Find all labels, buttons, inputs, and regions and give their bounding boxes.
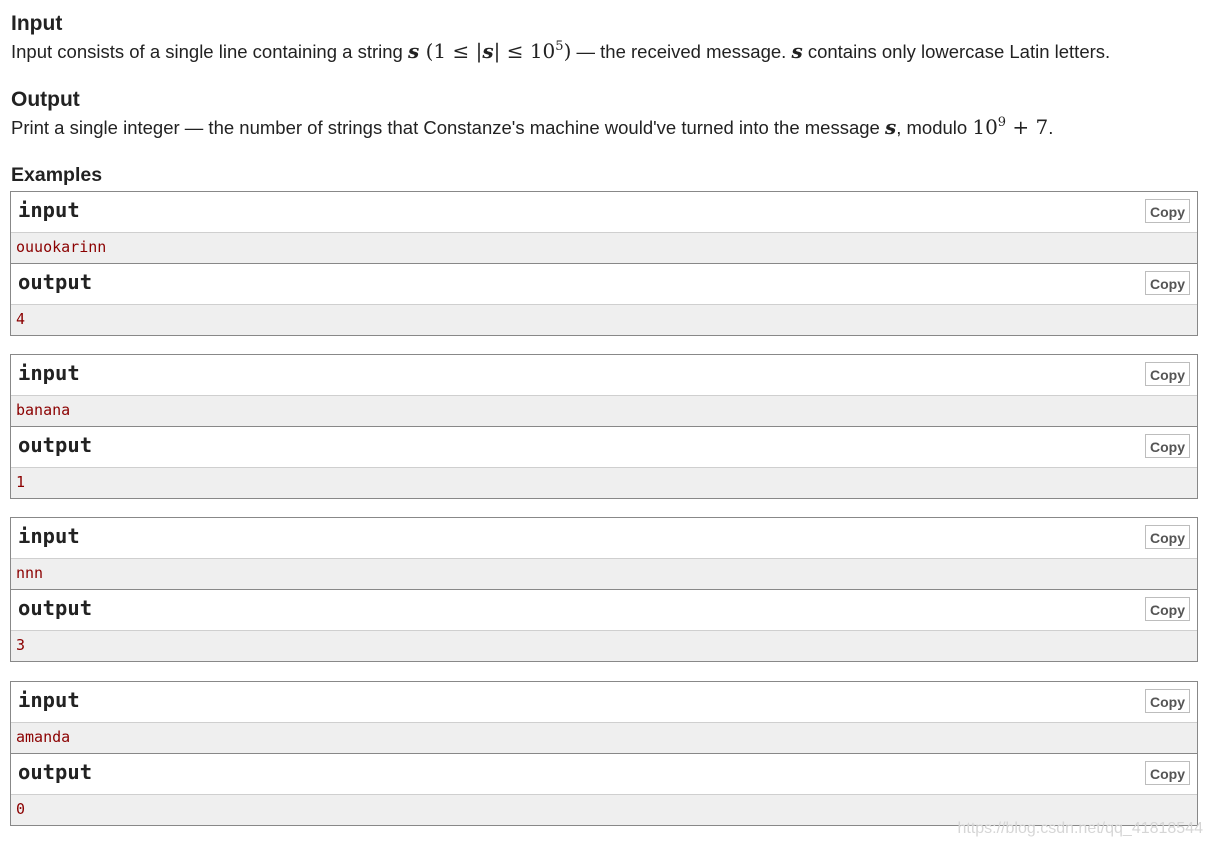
example-input-value: nnn bbox=[16, 564, 44, 582]
example-input-block bbox=[11, 682, 1197, 754]
example-output-body bbox=[11, 631, 1197, 661]
watermark: https://blog.csdn.net/qq_41818544 bbox=[957, 820, 1203, 837]
example-input-label: input bbox=[18, 524, 80, 548]
output-text-after: . bbox=[1048, 117, 1054, 138]
example-input-label: input bbox=[18, 361, 80, 385]
example-input-label: input bbox=[18, 198, 80, 222]
example-input-value: banana bbox=[16, 401, 71, 419]
example-input-block bbox=[11, 192, 1197, 264]
example-output-value: 3 bbox=[16, 636, 26, 654]
example-input-body bbox=[11, 396, 1197, 427]
examples-title: Examples bbox=[11, 164, 103, 186]
input-math-s: s $(1 \le |s| \le 10^5)$ bbox=[407, 39, 572, 63]
example-input-header bbox=[11, 518, 1197, 559]
example-output-value: 1 bbox=[16, 473, 26, 491]
copy-input-button[interactable]: Copy bbox=[1145, 689, 1190, 713]
input-description bbox=[11, 41, 1110, 62]
output-description bbox=[11, 117, 1053, 138]
copy-input-button[interactable]: Copy bbox=[1145, 362, 1190, 386]
example-input-value: ouuokarinn bbox=[16, 238, 107, 256]
example-output-block bbox=[11, 754, 1197, 825]
example-output-header bbox=[11, 264, 1197, 305]
example-output-block bbox=[11, 264, 1197, 335]
copy-output-button[interactable]: Copy bbox=[1145, 434, 1190, 458]
input-text-mid: — the received message. bbox=[571, 41, 792, 62]
example-input-body bbox=[11, 559, 1197, 590]
output-text-mid: , modulo bbox=[896, 117, 973, 138]
input-section-title: Input bbox=[11, 12, 63, 35]
output-text-before: Print a single integer — the number of strings that Constanze's machine would've turned into the message bbox=[11, 117, 885, 138]
example-output-header bbox=[11, 754, 1197, 795]
example-box bbox=[10, 681, 1198, 826]
example-input-header bbox=[11, 682, 1197, 723]
example-input-header bbox=[11, 355, 1197, 396]
example-output-body bbox=[11, 468, 1197, 498]
example-output-label: output bbox=[18, 433, 93, 457]
example-output-label: output bbox=[18, 596, 93, 620]
example-output-body bbox=[11, 305, 1197, 335]
copy-input-button[interactable]: Copy bbox=[1145, 525, 1190, 549]
copy-output-button[interactable]: Copy bbox=[1145, 761, 1190, 785]
example-output-value: 4 bbox=[16, 310, 26, 328]
output-math-s: s bbox=[884, 115, 897, 139]
example-output-header bbox=[11, 427, 1197, 468]
example-output-block bbox=[11, 427, 1197, 498]
example-input-block bbox=[11, 355, 1197, 427]
example-input-label: input bbox=[18, 688, 80, 712]
example-input-body bbox=[11, 723, 1197, 754]
example-input-body bbox=[11, 233, 1197, 264]
example-output-value: 0 bbox=[16, 800, 26, 818]
copy-input-button[interactable]: Copy bbox=[1145, 199, 1190, 223]
example-output-label: output bbox=[18, 760, 93, 784]
output-math-modulo: $10^9 + 7$ bbox=[972, 115, 1049, 139]
example-output-header bbox=[11, 590, 1197, 631]
example-box bbox=[10, 517, 1198, 662]
input-text-before: Input consists of a single line containing a string bbox=[11, 41, 408, 62]
example-input-header bbox=[11, 192, 1197, 233]
example-box bbox=[10, 354, 1198, 499]
example-input-block bbox=[11, 518, 1197, 590]
output-section-title: Output bbox=[11, 88, 80, 111]
copy-output-button[interactable]: Copy bbox=[1145, 271, 1190, 295]
example-input-value: amanda bbox=[16, 728, 71, 746]
copy-output-button[interactable]: Copy bbox=[1145, 597, 1190, 621]
example-output-block bbox=[11, 590, 1197, 661]
example-output-label: output bbox=[18, 270, 93, 294]
example-box bbox=[10, 191, 1198, 336]
input-math-s2: s bbox=[791, 39, 803, 63]
input-text-after: contains only lowercase Latin letters. bbox=[802, 41, 1111, 62]
